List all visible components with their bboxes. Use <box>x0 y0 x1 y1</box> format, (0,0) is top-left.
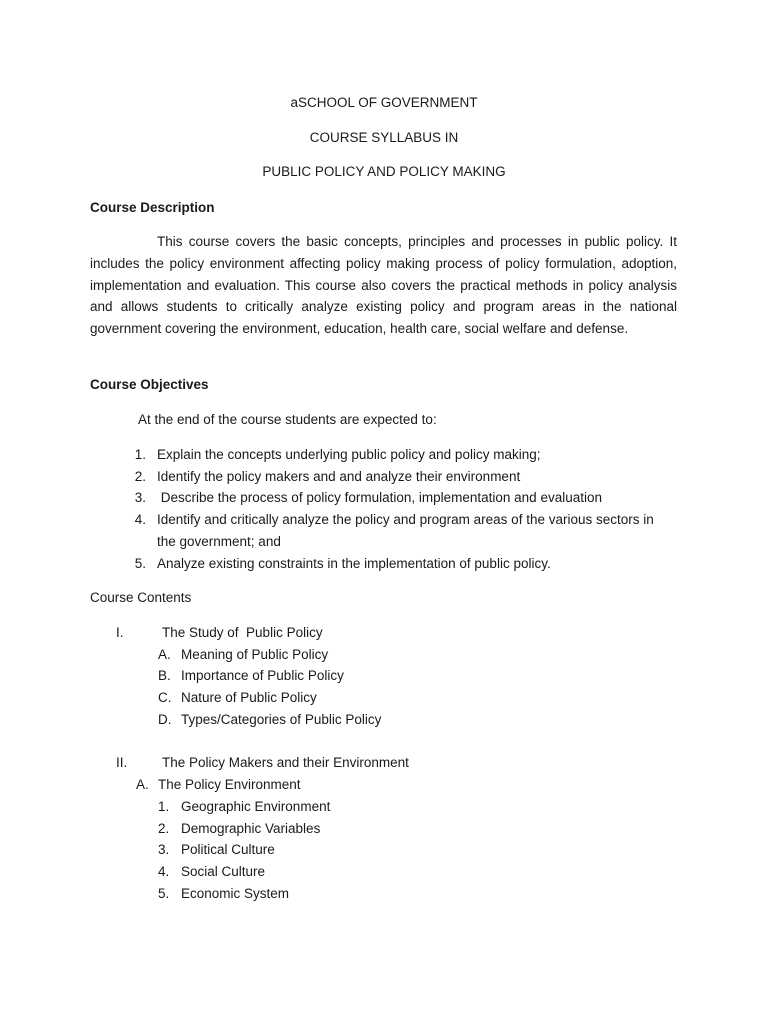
subsection-item: Types/Categories of Public Policy <box>181 712 382 727</box>
subsection-item: Importance of Public Policy <box>181 668 344 683</box>
topic-number: 4. <box>158 864 170 879</box>
objectives-intro: At the end of the course students are expected to: <box>138 412 437 427</box>
topic-item: Social Culture <box>181 864 266 879</box>
section-number: I. <box>116 625 124 640</box>
subsection-letter: B. <box>158 668 171 683</box>
section-title: The Policy Makers and their Environment <box>162 755 409 770</box>
subsection-letter: C. <box>158 690 172 705</box>
topic-number: 3. <box>158 842 170 857</box>
subsection-letter: A. <box>158 647 171 662</box>
subsection-letter: D. <box>158 712 172 727</box>
course-title: PUBLIC POLICY AND POLICY MAKING <box>262 164 506 179</box>
description-text: This course covers the basic concepts, principles and processes in public policy. It includes the policy environment affecting policy making process of policy formulation, adoption, implementation and evaluation. This course also covers the practical methods in policy analysis and allows students to critically analyze existing policy and program areas in the national government covering the environment, education, health care, social welfare and defense. <box>90 234 677 337</box>
topic-number: 1. <box>158 799 170 814</box>
objectives-heading: Course Objectives <box>90 377 209 392</box>
objective-number: 2. <box>134 469 146 484</box>
objective-number: 1. <box>134 447 146 462</box>
objective-item-continuation: the government; and <box>157 534 281 549</box>
subsection-letter: A. <box>136 777 149 792</box>
topic-number: 5. <box>158 886 170 901</box>
subsection-item: Meaning of Public Policy <box>181 647 329 662</box>
subsection-item: Nature of Public Policy <box>181 690 317 705</box>
topic-number: 2. <box>158 821 170 836</box>
objective-item: Identify and critically analyze the policy and program areas of the various sectors in <box>157 512 654 527</box>
objective-item: Identify the policy makers and and analyze their environment <box>157 469 521 484</box>
objective-item: Analyze existing constraints in the implementation of public policy. <box>157 556 551 571</box>
objective-number: 5. <box>134 556 146 571</box>
objective-item: Explain the concepts underlying public policy and policy making; <box>157 447 541 462</box>
topic-item: Economic System <box>181 886 290 901</box>
syllabus-title: COURSE SYLLABUS IN <box>309 130 459 145</box>
contents-heading: Course Contents <box>90 590 192 605</box>
topic-item: Demographic Variables <box>181 821 321 836</box>
topic-item: Geographic Environment <box>181 799 331 814</box>
objective-number: 4. <box>134 512 146 527</box>
description-heading: Course Description <box>90 200 215 215</box>
subsection-title: The Policy Environment <box>158 777 301 792</box>
objective-number: 3. <box>134 490 146 505</box>
section-number: II. <box>116 755 128 770</box>
objective-item: Describe the process of policy formulation, implementation and evaluation <box>157 490 602 505</box>
section-title: The Study of Public Policy <box>162 625 323 640</box>
topic-item: Political Culture <box>181 842 275 857</box>
school-title: aSCHOOL OF GOVERNMENT <box>290 95 478 110</box>
